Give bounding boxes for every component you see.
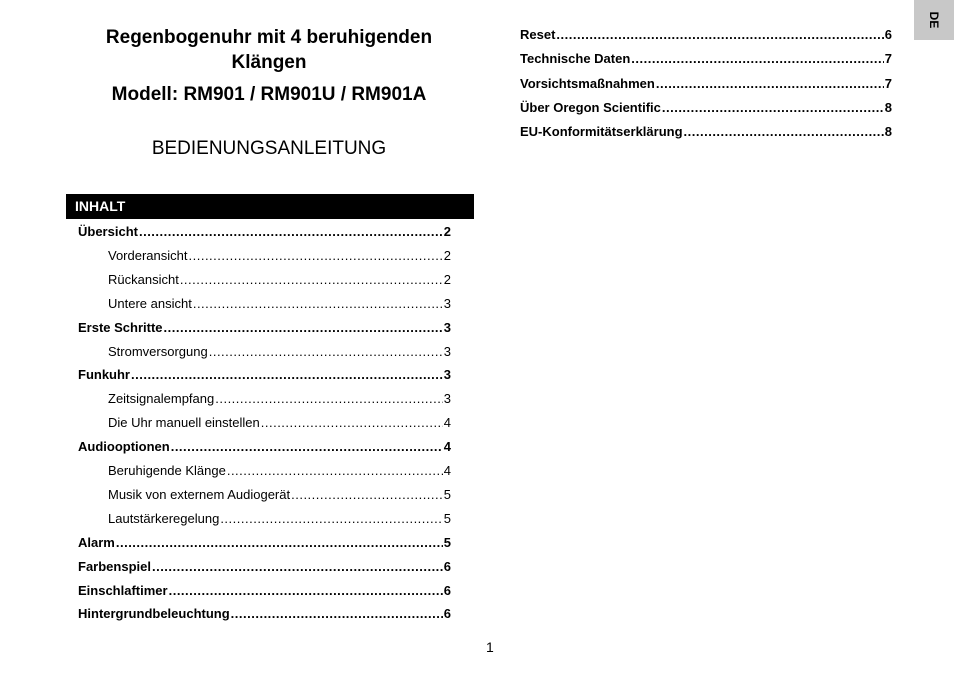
toc-entry-page: 2 bbox=[443, 224, 451, 239]
toc-entry[interactable] bbox=[78, 367, 451, 383]
toc-dot-leader bbox=[169, 583, 443, 599]
toc-dot-leader bbox=[261, 415, 443, 431]
toc-entry-page: 6 bbox=[443, 582, 451, 598]
toc-entry-page: 6 bbox=[443, 558, 451, 574]
toc-entry-label: Übersicht bbox=[78, 224, 138, 239]
toc-entry[interactable] bbox=[78, 606, 451, 622]
toc-entry-page: 2 bbox=[443, 271, 451, 287]
toc-entry-label: Vorderansicht bbox=[108, 247, 188, 263]
toc-entry-label: Alarm bbox=[78, 534, 115, 550]
toc-entry[interactable] bbox=[78, 535, 451, 551]
toc-entry-page: 4 bbox=[443, 439, 451, 455]
toc-entry-label: Die Uhr manuell einstellen bbox=[108, 415, 260, 431]
document-title bbox=[64, 25, 474, 75]
toc-entry-page: 8 bbox=[884, 99, 892, 115]
toc-entry[interactable] bbox=[520, 100, 892, 116]
toc-entry-label: Einschlaftimer bbox=[78, 582, 168, 598]
toc-entry[interactable] bbox=[108, 415, 451, 431]
toc-entry-label: Technische Daten bbox=[520, 51, 631, 67]
toc-entry[interactable] bbox=[108, 463, 451, 479]
title-line: Klängen bbox=[231, 52, 307, 73]
model-title: Modell: RM901 / RM901U / RM901A bbox=[111, 84, 427, 105]
toc-dot-leader bbox=[209, 344, 443, 360]
toc-entry-page: 7 bbox=[884, 75, 892, 91]
toc-dot-leader bbox=[656, 76, 884, 92]
toc-dot-leader bbox=[152, 559, 443, 575]
toc-entry[interactable] bbox=[78, 559, 451, 575]
toc-entry-page: 4 bbox=[443, 415, 451, 431]
toc-entry-label: EU-Konformitätserklärung bbox=[520, 124, 683, 140]
toc-entry[interactable] bbox=[78, 583, 451, 599]
toc-entry[interactable] bbox=[78, 320, 451, 336]
toc-entry-label: Rückansicht bbox=[108, 271, 179, 287]
toc-entry[interactable] bbox=[78, 439, 451, 455]
toc-entry-page: 5 bbox=[443, 534, 451, 550]
toc-entry-label: Stromversorgung bbox=[108, 343, 208, 359]
toc-entry-label: Musik von externem Audiogerät bbox=[108, 486, 291, 502]
toc-entry-page: 3 bbox=[443, 367, 451, 383]
language-tab bbox=[914, 0, 954, 40]
toc-entry[interactable] bbox=[108, 248, 451, 264]
toc-dot-leader bbox=[180, 272, 443, 288]
toc-entry-page: 6 bbox=[884, 27, 892, 42]
language-tab-label: DE bbox=[927, 11, 941, 29]
toc-dot-leader bbox=[116, 535, 443, 551]
toc-entry-label: Hintergrundbeleuchtung bbox=[78, 606, 230, 622]
toc-entry-page: 3 bbox=[443, 343, 451, 359]
toc-dot-leader bbox=[139, 224, 443, 240]
toc-entry-label: Untere ansicht bbox=[108, 295, 192, 311]
toc-dot-leader bbox=[227, 463, 443, 479]
toc-entry-page: 5 bbox=[443, 510, 451, 526]
toc-dot-leader bbox=[684, 124, 884, 140]
toc-entry[interactable] bbox=[108, 511, 451, 527]
toc-dot-leader bbox=[164, 320, 443, 336]
toc-dot-leader bbox=[291, 487, 443, 503]
toc-entry-label: Beruhigende Klänge bbox=[108, 463, 226, 478]
page-number: 1 bbox=[486, 639, 494, 655]
toc-entry-label: Reset bbox=[520, 27, 556, 42]
toc-entry-page: 3 bbox=[443, 391, 451, 407]
toc-entry-label: Funkuhr bbox=[78, 367, 130, 383]
toc-entry-label: Über Oregon Scientific bbox=[520, 99, 661, 115]
toc-entry-page: 7 bbox=[884, 51, 892, 67]
toc-entry-page: 3 bbox=[443, 319, 451, 335]
toc-entry-page: 4 bbox=[443, 463, 451, 478]
toc-dot-leader bbox=[231, 606, 443, 622]
toc-entry[interactable] bbox=[108, 487, 451, 503]
toc-dot-leader bbox=[631, 51, 883, 67]
toc-entry-page: 6 bbox=[443, 606, 451, 622]
toc-dot-leader bbox=[220, 511, 442, 527]
toc-entry-label: Audiooptionen bbox=[78, 439, 170, 455]
toc-entry[interactable] bbox=[108, 272, 451, 288]
toc-entry-label: Erste Schritte bbox=[78, 319, 163, 335]
toc-entry[interactable] bbox=[108, 296, 451, 312]
toc-dot-leader bbox=[171, 439, 443, 455]
toc-entry-page: 2 bbox=[443, 247, 451, 263]
toc-entry-page: 8 bbox=[884, 124, 892, 140]
document-subtitle: BEDIENUNGSANLEITUNG bbox=[151, 138, 387, 159]
toc-dot-leader bbox=[193, 296, 443, 312]
toc-entry-label: Farbenspiel bbox=[78, 558, 151, 574]
toc-dot-leader bbox=[556, 27, 883, 43]
toc-entry[interactable] bbox=[520, 27, 892, 43]
toc-entry[interactable] bbox=[78, 224, 451, 240]
toc-entry-label: Vorsichtsmaßnahmen bbox=[520, 75, 655, 91]
title-line: Regenbogenuhr mit 4 beruhigenden bbox=[105, 27, 433, 48]
toc-entry[interactable] bbox=[520, 51, 892, 67]
toc-entry-label: Lautstärkeregelung bbox=[108, 510, 220, 526]
toc-dot-leader bbox=[662, 100, 884, 116]
toc-heading: INHALT bbox=[66, 194, 474, 219]
toc-dot-leader bbox=[215, 391, 443, 407]
toc-entry-page: 5 bbox=[443, 486, 451, 502]
toc-dot-leader bbox=[131, 367, 443, 383]
toc-entry[interactable] bbox=[520, 124, 892, 140]
toc-dot-leader bbox=[189, 248, 443, 264]
toc-entry[interactable] bbox=[108, 391, 451, 407]
toc-entry[interactable] bbox=[520, 76, 892, 92]
toc-entry-label: Zeitsignalempfang bbox=[108, 391, 215, 407]
toc-entry-page: 3 bbox=[443, 295, 451, 311]
toc-entry[interactable] bbox=[108, 344, 451, 360]
